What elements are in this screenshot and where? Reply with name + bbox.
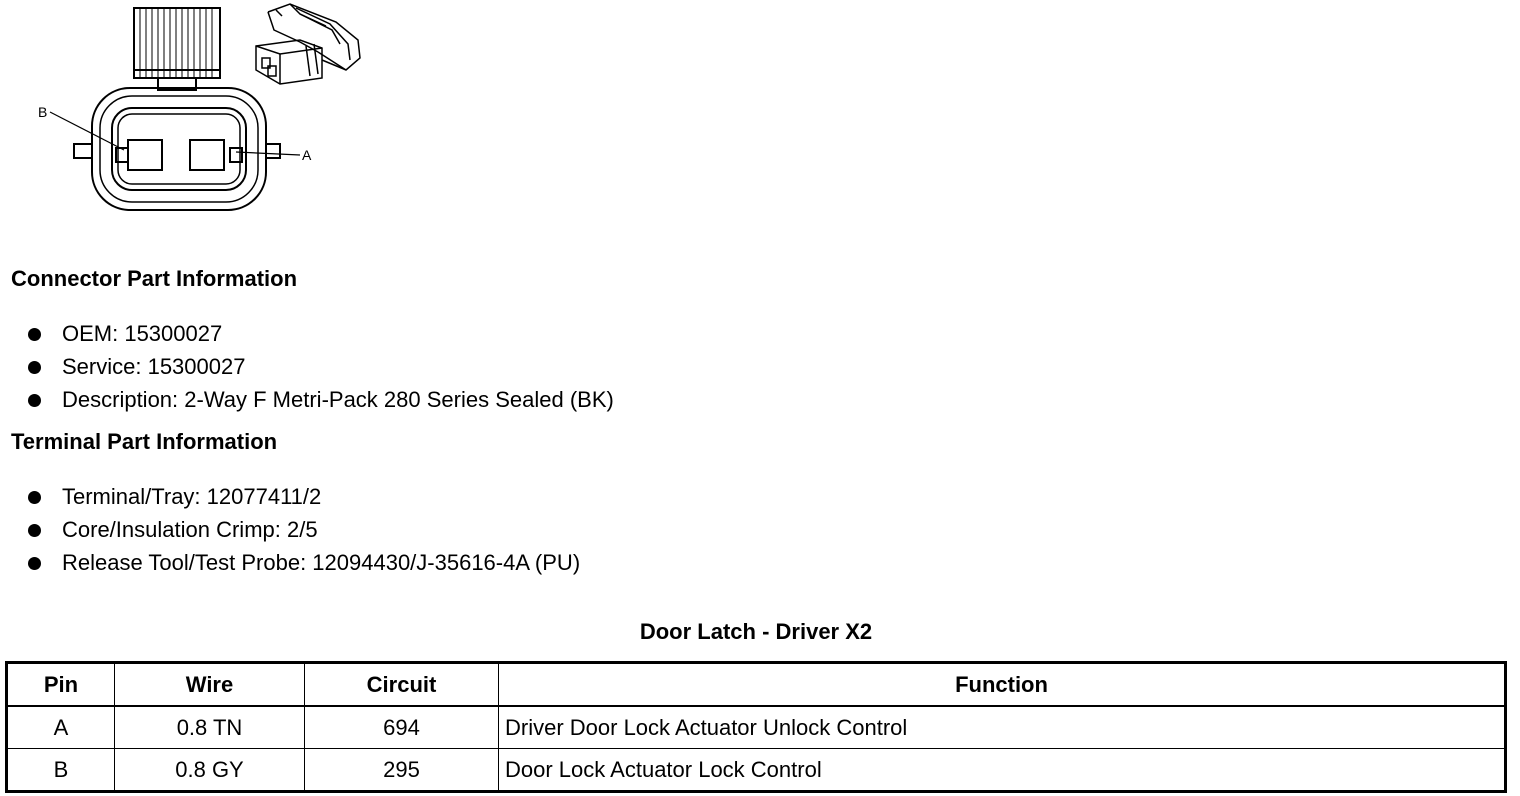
column-header-circuit: Circuit bbox=[305, 663, 499, 707]
terminal-info-list bbox=[28, 480, 580, 579]
bullet-icon bbox=[28, 557, 41, 570]
connector-info-list bbox=[28, 317, 614, 416]
bullet-icon bbox=[28, 394, 41, 407]
wire-cell: 0.8 GY bbox=[115, 749, 305, 792]
pin-cell: B bbox=[7, 749, 115, 792]
table-row bbox=[7, 749, 1506, 792]
table-row bbox=[7, 706, 1506, 749]
list-item: Description: 2-Way F Metri-Pack 280 Series Sealed (BK) bbox=[28, 383, 614, 416]
pin-a-label: A bbox=[302, 147, 312, 163]
column-header-wire: Wire bbox=[115, 663, 305, 707]
column-header-function: Function bbox=[499, 663, 1506, 707]
pin-b-label: B bbox=[38, 104, 48, 120]
connector-info-heading: Connector Part Information bbox=[11, 266, 298, 291]
connector-diagram bbox=[0, 0, 380, 220]
list-item: Service: 15300027 bbox=[28, 350, 614, 383]
list-item: Core/Insulation Crimp: 2/5 bbox=[28, 513, 580, 546]
list-item: OEM: 15300027 bbox=[28, 317, 614, 350]
bullet-icon bbox=[28, 361, 41, 374]
table-header-row bbox=[7, 663, 1506, 707]
table-title: Door Latch - Driver X2 bbox=[639, 619, 873, 644]
pin-table bbox=[5, 661, 1507, 793]
function-cell: Door Lock Actuator Lock Control bbox=[499, 749, 1506, 792]
list-item: Release Tool/Test Probe: 12094430/J-35616-4A (PU) bbox=[28, 546, 580, 579]
terminal-info-heading: Terminal Part Information bbox=[11, 429, 278, 454]
pin-cell: A bbox=[7, 706, 115, 749]
bullet-icon bbox=[28, 491, 41, 504]
function-cell: Driver Door Lock Actuator Unlock Control bbox=[499, 706, 1506, 749]
bullet-icon bbox=[28, 524, 41, 537]
wire-cell: 0.8 TN bbox=[115, 706, 305, 749]
list-item: Terminal/Tray: 12077411/2 bbox=[28, 480, 580, 513]
circuit-cell: 694 bbox=[305, 706, 499, 749]
column-header-pin: Pin bbox=[7, 663, 115, 707]
bullet-icon bbox=[28, 328, 41, 341]
circuit-cell: 295 bbox=[305, 749, 499, 792]
